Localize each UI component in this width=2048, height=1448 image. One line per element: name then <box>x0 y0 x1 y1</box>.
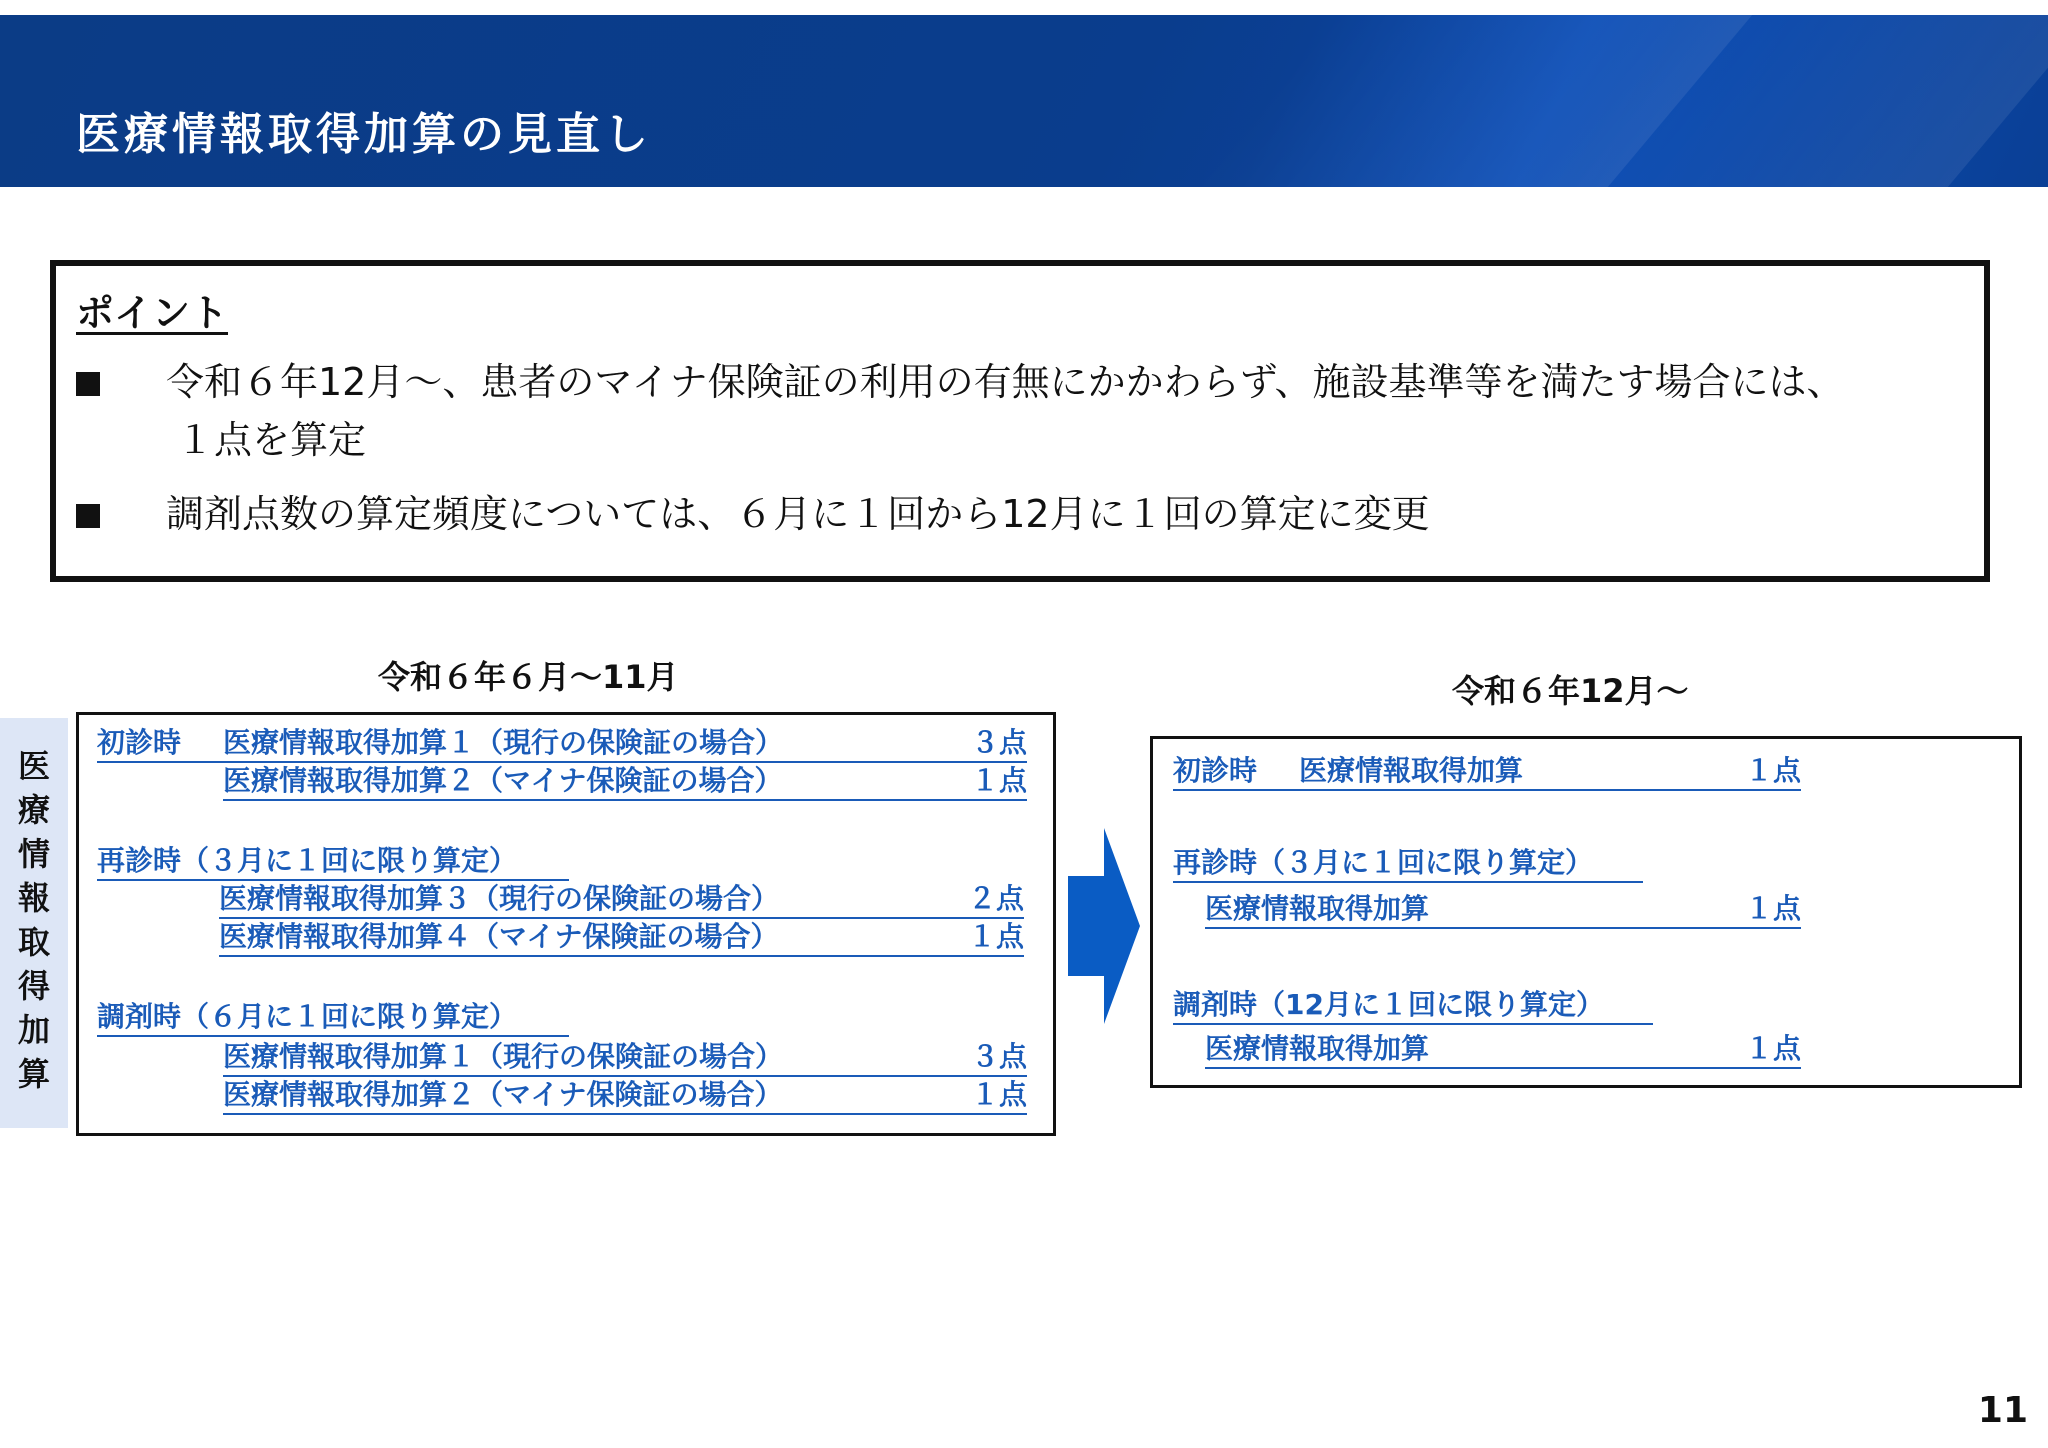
before-shoshin-row <box>223 763 1027 801</box>
row-points: １点 <box>1744 1032 1801 1065</box>
square-bullet-icon <box>76 372 100 396</box>
side-label-char: 取 <box>17 923 50 961</box>
row-points: １点 <box>967 920 1024 953</box>
page-number: 11 <box>1977 1390 2028 1431</box>
before-saishin-row <box>219 881 1024 919</box>
row-label: 医療情報取得加算 <box>1205 892 1430 925</box>
row-label: 医療情報取得加算 <box>1299 754 1524 787</box>
row-points: ３点 <box>970 1040 1027 1073</box>
after-chozai-row <box>1205 1031 1801 1069</box>
bullet-text: 令和６年12月～、患者のマイナ保険証の利用の有無にかかわらず、施設基準等を満たす場合には、 <box>166 360 1845 404</box>
after-shoshin-row <box>1173 753 1801 791</box>
row-points: １点 <box>1744 754 1801 787</box>
after-chozai-heading: 調剤時（12月に１回に限り算定） <box>1173 987 1653 1025</box>
before-shoshin-label: 初診時 <box>97 726 182 759</box>
side-label-char: 情 <box>17 835 50 873</box>
before-saishin-row <box>219 919 1024 957</box>
row-label: 医療情報取得加算２（マイナ保険証の場合） <box>223 764 783 797</box>
point-box <box>50 260 1990 582</box>
side-label-char: 療 <box>17 791 50 829</box>
after-saishin-heading: 再診時（３月に１回に限り算定） <box>1173 845 1643 883</box>
row-points: １点 <box>970 1078 1027 1111</box>
row-label: 医療情報取得加算 <box>1205 1032 1430 1065</box>
before-chozai-row <box>223 1039 1027 1077</box>
page-title: 医療情報取得加算の見直し <box>76 109 652 160</box>
side-label-char: 算 <box>17 1055 50 1093</box>
side-label <box>0 718 68 1128</box>
row-points: ２点 <box>967 882 1024 915</box>
side-label-char: 医 <box>17 747 50 785</box>
bullet-text-continued: １点を算定 <box>176 418 367 462</box>
before-heading: 令和６年６月～11月 <box>378 658 679 696</box>
after-shoshin-label: 初診時 <box>1173 754 1258 787</box>
row-label: 医療情報取得加算３（現行の保険証の場合） <box>219 882 780 915</box>
side-label-char: 報 <box>17 879 50 917</box>
point-heading: ポイント <box>76 291 229 335</box>
bullet-text: 調剤点数の算定頻度については、６月に１回から12月に１回の算定に変更 <box>166 492 1430 536</box>
right-arrow-icon <box>1068 828 1140 1024</box>
side-label-char: 加 <box>17 1011 50 1049</box>
before-panel <box>76 712 1056 1136</box>
side-label-char: 得 <box>17 967 50 1005</box>
row-points: １点 <box>1744 892 1801 925</box>
before-shoshin-row <box>97 725 1027 763</box>
before-saishin-heading: 再診時（３月に１回に限り算定） <box>97 843 569 881</box>
row-points: １点 <box>970 764 1027 797</box>
row-label: 医療情報取得加算１（現行の保険証の場合） <box>223 1040 784 1073</box>
after-panel <box>1150 736 2022 1088</box>
before-chozai-row <box>223 1077 1027 1115</box>
row-label: 医療情報取得加算４（マイナ保険証の場合） <box>219 920 779 953</box>
after-saishin-row <box>1205 891 1801 929</box>
row-label: 医療情報取得加算１（現行の保険証の場合） <box>223 726 784 759</box>
row-points: ３点 <box>970 726 1027 759</box>
before-chozai-heading: 調剤時（６月に１回に限り算定） <box>97 999 569 1037</box>
square-bullet-icon <box>76 504 100 528</box>
row-label: 医療情報取得加算２（マイナ保険証の場合） <box>223 1078 783 1111</box>
after-heading: 令和６年12月～ <box>1452 672 1689 710</box>
